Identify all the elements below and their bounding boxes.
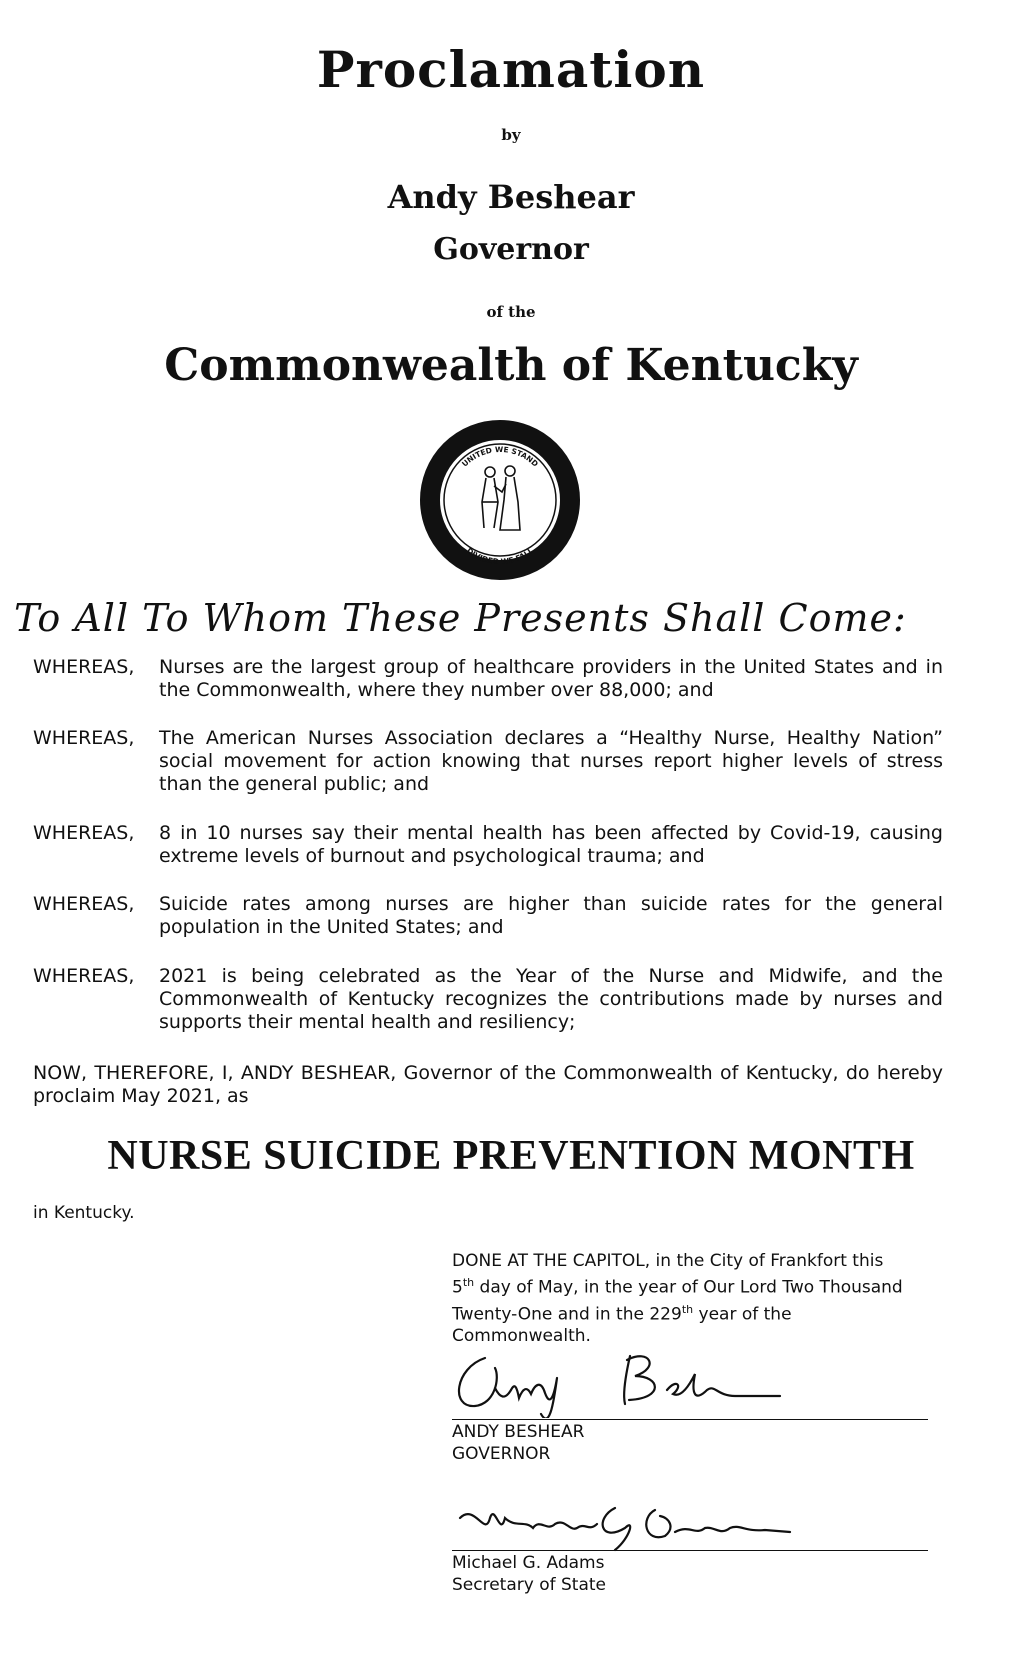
done-line-2: day of May, in the year of Our Lord Two Thousand [474, 1277, 903, 1298]
secretary-signature-line [452, 1550, 928, 1551]
governor-name-heading: Andy Beshear [387, 178, 635, 216]
proclamation-title: Proclamation [316, 40, 706, 99]
whereas-label: WHEREAS, [33, 893, 135, 915]
whereas-label: WHEREAS, [33, 727, 135, 749]
whereas-text: Suicide rates among nurses are higher than suicide rates for the general population in the United States; and [159, 893, 943, 938]
whereas-text: 2021 is being celebrated as the Year of the Nurse and Midwife, and the Commonwealth of Kentucky recognizes the contributions made by nurses and supports their mental health and resiliency; [159, 965, 943, 1033]
in-kentucky-text: in Kentucky. [33, 1203, 135, 1223]
done-line-3-end: year of the [693, 1304, 792, 1325]
proclamation-heading: NURSE SUICIDE PREVENTION MONTH [107, 1133, 915, 1179]
governor-title-heading: Governor [433, 232, 589, 267]
done-line-4: Commonwealth. [452, 1326, 591, 1347]
done-day-suffix: th [462, 1276, 475, 1289]
whereas-label: WHEREAS, [33, 656, 135, 678]
done-line-1: DONE AT THE CAPITOL, in the City of Frankfort this [452, 1251, 884, 1271]
done-year-suffix: th [681, 1302, 694, 1316]
done-at-capitol-paragraph [452, 1250, 938, 1347]
whereas-text: Nurses are the largest group of healthcare providers in the United States and in the Commonwealth, where they number over 88,000; and [159, 656, 943, 701]
governor-signature-block [452, 1421, 584, 1465]
seal-bottom-text: DIVIDED WE FALL [464, 546, 536, 567]
whereas-label: WHEREAS, [33, 822, 135, 844]
whereas-text: The American Nurses Association declares a “Healthy Nurse, Healthy Nation” social movement for action knowing that nurses report higher levels of stress than the general public; and [159, 727, 943, 795]
kentucky-seal-icon [420, 420, 580, 580]
governor-signature-title: GOVERNOR [452, 1444, 551, 1464]
salutation: To All To Whom These Presents Shall Come: [14, 596, 907, 640]
whereas-label: WHEREAS, [33, 965, 135, 987]
now-therefore-paragraph: NOW, THEREFORE, I, ANDY BESHEAR, Governor of the Commonwealth of Kentucky, do hereby proclaim May 2021, as [33, 1062, 943, 1107]
governor-signature-line [452, 1419, 928, 1420]
done-year-number: 229 [649, 1304, 682, 1325]
seal-top-text: UNITED WE STAND [460, 444, 540, 469]
governor-signature [445, 1338, 785, 1418]
commonwealth-heading: Commonwealth of Kentucky [164, 340, 858, 391]
done-day: 5 [452, 1277, 463, 1298]
done-line-3-start: Twenty-One and in the [452, 1304, 650, 1325]
secretary-signature [455, 1498, 795, 1558]
governor-signature-name: ANDY BESHEAR [452, 1422, 585, 1442]
by-label: by [501, 126, 521, 144]
of-the-label: of the [486, 303, 536, 321]
secretary-signature-title: Secretary of State [452, 1575, 606, 1595]
whereas-text: 8 in 10 nurses say their mental health has been affected by Covid-19, causing extreme levels of burnout and psychological trauma; and [159, 822, 943, 867]
secretary-signature-name: Michael G. Adams [452, 1553, 605, 1573]
secretary-signature-block [452, 1552, 606, 1596]
